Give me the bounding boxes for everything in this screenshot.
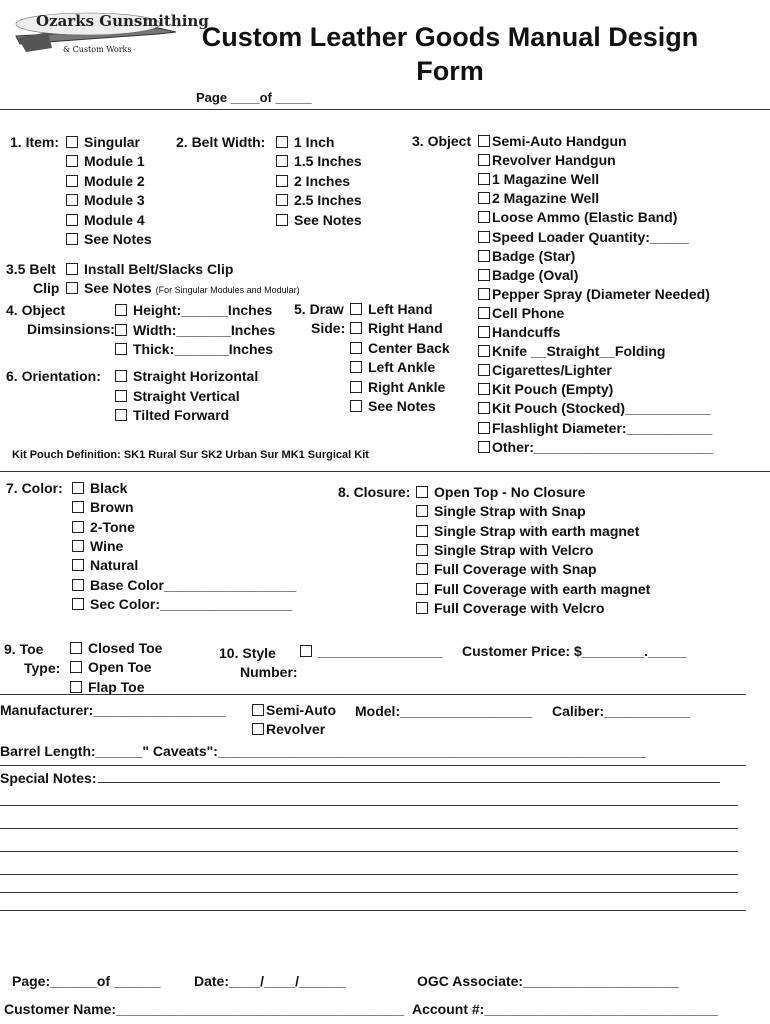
footer-customer-name-field[interactable]: Customer Name:_____________________________________	[4, 1001, 405, 1017]
color-option-5[interactable]	[72, 556, 138, 574]
checkbox[interactable]	[276, 194, 288, 206]
checkbox[interactable]	[115, 409, 127, 421]
section-divider-1	[0, 471, 770, 472]
notes-line-3[interactable]	[0, 851, 738, 852]
object-option-label: Badge (Oval)	[492, 266, 579, 283]
manufacturer-type-option-label: Semi-Auto	[266, 702, 336, 718]
notes-line-6[interactable]	[0, 910, 746, 911]
object-option-label: Badge (Star)	[492, 247, 576, 264]
barrel-length-field[interactable]: Barrel Length:______" Caveats":_______________________________________________________	[0, 743, 647, 759]
notes-line-0[interactable]	[98, 782, 720, 783]
closure-option-6[interactable]	[416, 580, 650, 598]
color-option-label: Wine	[90, 537, 124, 554]
notes-line-2[interactable]	[0, 828, 738, 829]
belt-clip-option-notes[interactable]: See Notes (For Singular Modules and Modular)	[66, 279, 300, 299]
closure-option-7[interactable]	[416, 599, 604, 617]
checkbox[interactable]	[478, 154, 490, 166]
object-option-7[interactable]	[478, 247, 575, 265]
checkbox[interactable]	[252, 704, 264, 716]
checkbox[interactable]	[66, 194, 78, 206]
dimensions-label-2: Dimsinsions:	[27, 321, 115, 337]
color-option-2[interactable]	[72, 498, 134, 516]
checkbox[interactable]	[478, 288, 490, 300]
belt-width-option-label: 2.5 Inches	[294, 192, 362, 209]
checkbox[interactable]	[115, 324, 127, 336]
style-number-field[interactable]: ________________	[300, 642, 443, 660]
orientation-option-label: Tilted Forward	[133, 407, 230, 423]
draw-side-option-label: Right Hand	[368, 320, 443, 337]
draw-side-option-label: See Notes	[368, 398, 436, 414]
dimension-option-2[interactable]	[115, 321, 275, 339]
orientation-option-1[interactable]	[115, 367, 258, 385]
closure-option-label: Full Coverage with Snap	[434, 561, 597, 578]
belt-clip-label-2: Clip	[33, 280, 60, 296]
draw-side-option-5[interactable]	[350, 378, 445, 396]
closure-option-label: Open Top - No Closure	[434, 484, 586, 500]
item-option-label: Module 2	[84, 172, 145, 189]
footer-date-field[interactable]: Date:____/____/______	[194, 973, 346, 989]
checkbox[interactable]	[350, 303, 362, 315]
checkbox[interactable]	[115, 304, 127, 316]
belt-width-option-label: 1.5 Inches	[294, 153, 362, 170]
toe-type-label-2: Type:	[24, 660, 61, 676]
checkbox[interactable]	[416, 583, 428, 595]
belt-width-option-3[interactable]	[276, 172, 350, 190]
object-option-label: Kit Pouch (Stocked)___________	[492, 400, 711, 417]
color-option-3[interactable]	[72, 518, 135, 536]
item-option-label: Singular	[84, 134, 141, 150]
closure-option-2[interactable]	[416, 502, 586, 520]
object-option-8[interactable]	[478, 266, 578, 284]
section-divider-2	[0, 694, 746, 695]
object-option-label: Other:_______________________	[492, 438, 714, 455]
belt-width-label: 2. Belt Width:	[176, 134, 266, 150]
notes-line-1[interactable]	[0, 805, 738, 806]
checkbox[interactable]	[478, 173, 490, 185]
toe-type-option-1[interactable]	[70, 639, 162, 657]
footer-account-field[interactable]: Account #:______________________________	[412, 1001, 718, 1017]
item-option-1[interactable]	[66, 133, 140, 151]
object-option-label: Revolver Handgun	[492, 152, 616, 169]
kit-pouch-definition: Kit Pouch Definition: SK1 Rural Sur SK2 Urban Sur MK1 Surgical Kit	[12, 449, 369, 461]
draw-side-option-6[interactable]	[350, 397, 436, 415]
draw-side-option-label: Left Ankle	[368, 359, 436, 376]
notes-line-5[interactable]	[0, 892, 738, 893]
checkbox[interactable]	[276, 214, 288, 226]
model-field[interactable]: Model:_________________	[355, 703, 533, 719]
checkbox[interactable]	[70, 661, 82, 673]
checkbox[interactable]	[478, 345, 490, 357]
draw-side-option-3[interactable]	[350, 339, 450, 357]
checkbox[interactable]	[70, 642, 82, 654]
belt-width-option-2[interactable]	[276, 152, 362, 170]
object-option-4[interactable]	[478, 189, 599, 207]
object-option-label: 2 Magazine Well	[492, 190, 600, 207]
belt-width-option-4[interactable]	[276, 191, 362, 209]
manufacturer-type-option-2[interactable]	[252, 720, 325, 738]
checkbox[interactable]	[478, 364, 490, 376]
checkbox[interactable]	[115, 343, 127, 355]
object-option-2[interactable]	[478, 151, 616, 169]
checkbox[interactable]	[72, 501, 84, 513]
closure-option-3[interactable]	[416, 522, 639, 540]
checkbox[interactable]	[478, 441, 490, 453]
item-option-label: Module 4	[84, 211, 145, 228]
page-indicator: Page ____of _____	[196, 90, 312, 105]
orientation-option-3[interactable]	[115, 406, 229, 424]
customer-price-field[interactable]: Customer Price: $________._____	[462, 643, 687, 659]
closure-option-4[interactable]	[416, 541, 593, 559]
object-option-1[interactable]	[478, 132, 627, 150]
checkbox[interactable]	[300, 645, 312, 657]
checkbox[interactable]	[478, 135, 490, 147]
object-option-16[interactable]	[478, 419, 712, 437]
checkbox[interactable]	[350, 400, 362, 412]
color-option-label: Black	[90, 480, 128, 496]
object-option-label: Speed Loader Quantity:_____	[492, 228, 689, 245]
checkbox[interactable]	[416, 544, 428, 556]
checkbox[interactable]	[252, 723, 264, 735]
footer-associate-field[interactable]: OGC Associate:____________________	[417, 973, 679, 989]
toe-type-option-label: Closed Toe	[88, 640, 163, 656]
object-option-label: Flashlight Diameter:___________	[492, 419, 713, 436]
manufacturer-type-option-1[interactable]	[252, 701, 336, 719]
draw-side-option-2[interactable]	[350, 319, 443, 337]
closure-label: 8. Closure:	[338, 484, 411, 500]
color-option-1[interactable]	[72, 479, 127, 497]
draw-side-label-1: 5. Draw	[294, 301, 344, 317]
form-title: Custom Leather Goods Manual Design Form	[201, 22, 699, 86]
object-option-14[interactable]	[478, 380, 613, 398]
closure-option-label: Full Coverage with Velcro	[434, 599, 605, 616]
checkbox[interactable]	[478, 250, 490, 262]
checkbox[interactable]	[66, 214, 78, 226]
item-option-5[interactable]	[66, 211, 145, 229]
style-number-label-1: 10. Style	[219, 645, 276, 661]
checkbox[interactable]	[478, 402, 490, 414]
object-option-label: Cigarettes/Lighter	[492, 362, 612, 379]
item-option-label: See Notes	[84, 231, 152, 247]
object-option-3[interactable]	[478, 170, 599, 188]
checkbox[interactable]	[350, 322, 362, 334]
checkbox[interactable]	[478, 269, 490, 281]
object-option-label: Cell Phone	[492, 304, 565, 321]
color-option-6[interactable]	[72, 576, 296, 594]
dimension-option-1[interactable]	[115, 301, 272, 319]
object-option-6[interactable]	[478, 228, 689, 246]
closure-option-label: Single Strap with Snap	[434, 503, 586, 520]
color-label: 7. Color:	[6, 480, 63, 496]
checkbox[interactable]	[72, 598, 84, 610]
color-option-7[interactable]	[72, 595, 292, 613]
footer-page-field[interactable]: Page:______of ______	[12, 973, 161, 989]
company-logo	[8, 8, 209, 58]
checkbox[interactable]	[478, 211, 490, 223]
belt-width-option-label: 1 Inch	[294, 134, 335, 150]
draw-side-option-1[interactable]	[350, 300, 433, 318]
style-number-label-2: Number:	[240, 664, 298, 680]
toe-type-option-label: Open Toe	[88, 659, 152, 676]
checkbox[interactable]	[66, 155, 78, 167]
checkbox[interactable]	[115, 370, 127, 382]
object-option-label: Loose Ammo (Elastic Band)	[492, 209, 678, 226]
object-option-10[interactable]	[478, 304, 564, 322]
logo-subtext: & Custom Works	[63, 45, 132, 54]
dimensions-label-1: 4. Object	[6, 302, 66, 318]
dimension-option-label: Width:_______Inches	[133, 321, 276, 338]
dimension-option-label: Height:______Inches	[133, 302, 273, 318]
item-option-label: Module 1	[84, 153, 145, 170]
orientation-option-label: Straight Vertical	[133, 387, 240, 404]
closure-option-1[interactable]	[416, 483, 585, 501]
toe-type-label-1: 9. Toe	[4, 641, 44, 657]
checkbox[interactable]	[416, 505, 428, 517]
caliber-field[interactable]: Caliber:___________	[552, 703, 690, 719]
belt-clip-option-install[interactable]: Install Belt/Slacks Clip	[66, 260, 233, 278]
color-option-label: Base Color_________________	[90, 576, 297, 593]
belt-width-option-label: See Notes	[294, 211, 362, 228]
draw-side-label-2: Side:	[311, 320, 346, 336]
color-option-label: Natural	[90, 557, 139, 574]
special-notes-label: Special Notes:	[0, 770, 97, 786]
checkbox[interactable]	[66, 263, 78, 275]
checkbox[interactable]	[416, 525, 428, 537]
object-option-label: Kit Pouch (Empty)	[492, 381, 614, 398]
orientation-label: 6. Orientation:	[6, 368, 101, 384]
item-option-4[interactable]	[66, 191, 145, 209]
checkbox[interactable]	[66, 136, 78, 148]
color-option-4[interactable]	[72, 537, 123, 555]
color-option-label: 2-Tone	[90, 518, 135, 535]
checkbox[interactable]	[72, 482, 84, 494]
checkbox[interactable]	[72, 540, 84, 552]
checkbox[interactable]	[66, 175, 78, 187]
orientation-option-2[interactable]	[115, 387, 240, 405]
draw-side-option-label: Right Ankle	[368, 378, 446, 395]
item-label: 1. Item:	[10, 134, 60, 150]
object-option-label: Knife __Straight__Folding	[492, 343, 666, 360]
object-option-13[interactable]	[478, 361, 612, 379]
checkbox[interactable]	[66, 282, 78, 294]
checkbox[interactable]	[66, 233, 78, 245]
toe-type-option-3[interactable]	[70, 678, 145, 696]
draw-side-option-label: Left Hand	[368, 301, 433, 317]
object-option-label: Handcuffs	[492, 324, 561, 340]
item-option-6[interactable]	[66, 230, 152, 248]
checkbox[interactable]	[478, 326, 490, 338]
checkbox[interactable]	[70, 681, 82, 693]
checkbox[interactable]	[416, 563, 428, 575]
closure-option-label: Single Strap with earth magnet	[434, 522, 640, 539]
object-label: 3. Object	[412, 133, 472, 149]
manufacturer-type-option-label: Revolver	[266, 721, 326, 737]
belt-clip-label-1: 3.5 Belt	[6, 261, 56, 277]
manufacturer-field[interactable]: Manufacturer:_________________	[0, 702, 226, 718]
checkbox[interactable]	[276, 175, 288, 187]
checkbox[interactable]	[416, 602, 428, 614]
section-divider-3	[0, 765, 746, 766]
object-option-11[interactable]	[478, 323, 560, 341]
checkbox[interactable]	[478, 231, 490, 243]
toe-type-option-2[interactable]	[70, 658, 152, 676]
item-option-2[interactable]	[66, 152, 145, 170]
color-option-label: Brown	[90, 499, 134, 516]
checkbox[interactable]	[276, 136, 288, 148]
draw-side-option-4[interactable]	[350, 358, 435, 376]
checkbox[interactable]	[350, 361, 362, 373]
toe-type-option-label: Flap Toe	[88, 678, 145, 695]
logo-text: Ozarks Gunsmithing	[36, 12, 209, 30]
checkbox[interactable]	[478, 307, 490, 319]
object-option-5[interactable]	[478, 208, 677, 226]
checkbox[interactable]	[350, 342, 362, 354]
object-option-9[interactable]	[478, 285, 710, 303]
belt-width-option-1[interactable]	[276, 133, 334, 151]
item-option-label: Module 3	[84, 192, 145, 209]
checkbox[interactable]	[416, 486, 428, 498]
item-option-3[interactable]	[66, 172, 145, 190]
checkbox[interactable]	[478, 422, 490, 434]
header-divider	[0, 109, 770, 110]
belt-width-option-5[interactable]	[276, 211, 362, 229]
checkbox[interactable]	[478, 192, 490, 204]
checkbox[interactable]	[350, 381, 362, 393]
object-option-17[interactable]	[478, 438, 713, 456]
closure-option-5[interactable]	[416, 560, 597, 578]
object-option-12[interactable]	[478, 342, 665, 360]
dimension-option-3[interactable]	[115, 340, 273, 358]
checkbox[interactable]	[115, 390, 127, 402]
checkbox[interactable]	[72, 579, 84, 591]
belt-width-option-label: 2 Inches	[294, 172, 351, 189]
draw-side-option-label: Center Back	[368, 339, 450, 356]
object-option-label: Pepper Spray (Diameter Needed)	[492, 285, 710, 302]
notes-line-4[interactable]	[0, 874, 738, 875]
orientation-option-label: Straight Horizontal	[133, 368, 259, 384]
checkbox[interactable]	[72, 559, 84, 571]
checkbox[interactable]	[478, 383, 490, 395]
dimension-option-label: Thick:_______Inches	[133, 341, 274, 357]
checkbox[interactable]	[276, 155, 288, 167]
object-option-label: Semi-Auto Handgun	[492, 133, 627, 149]
object-option-label: 1 Magazine Well	[492, 171, 600, 188]
closure-option-label: Full Coverage with earth magnet	[434, 580, 651, 597]
object-option-15[interactable]	[478, 399, 711, 417]
checkbox[interactable]	[72, 521, 84, 533]
closure-option-label: Single Strap with Velcro	[434, 541, 594, 558]
color-option-label: Sec Color:_________________	[90, 595, 293, 612]
